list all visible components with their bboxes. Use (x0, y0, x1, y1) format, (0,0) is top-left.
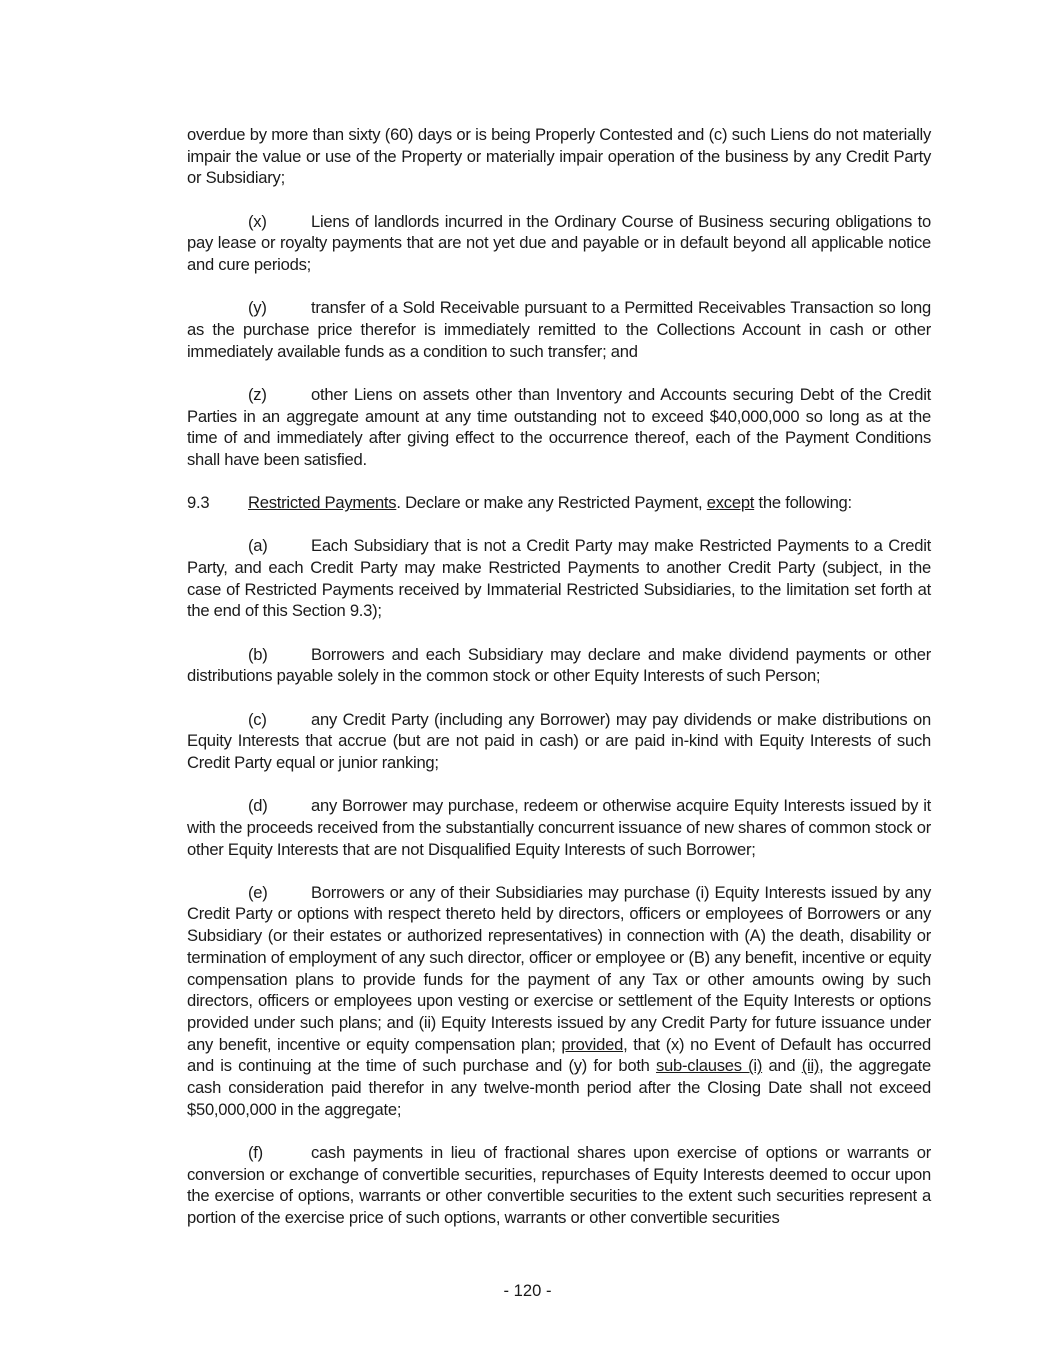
clause-label: (c) (248, 709, 267, 729)
clause-text: transfer of a Sold Receivable pursuant to a Permitted Receivables Transaction so long as the purchase price therefor is immediately remitted to the Collections Account in cash or other immediately available funds as a condition to such transfer; and (187, 298, 931, 361)
section-text-end: the following: (754, 493, 852, 513)
clause-text-and: and (762, 1056, 802, 1076)
clause-text: Borrowers or any of their Subsidiaries may purchase (i) Equity Interests issued by any Credit Party or options with respect thereto held by directors, officers or employees of Borrowers or any Subsidiary (or their estates or authorized representatives) in connection with (A) the death, disability or termination of employment of any such director, officer or employee or (B) any benefit, incentive or equity compensation plans to provide funds for the payment of any Tax or other amounts owing by such directors, officers or employees upon vesting or exercise or settlement of the Equity Interests or options provided under such plans; and (ii) Equity Interests issued by any Credit Party for future issuance under any benefit, incentive or equity compensation plan; (187, 882, 931, 1054)
clause-x (187, 211, 931, 276)
clause-label: (z) (248, 384, 267, 404)
section-9-3-heading (187, 492, 931, 514)
clause-label: (y) (248, 298, 267, 318)
clause-text: any Borrower may purchase, redeem or otherwise acquire Equity Interests issued by it with the proceeds received from the substantially concurrent issuance of new shares of common stock or other Equity Interests that are not Disqualified Equity Interests of such Borrower; (187, 796, 931, 859)
clause-text: Each Subsidiary that is not a Credit Party may make Restricted Payments to a Credit Party, and each Credit Party may make Restricted Payments to another Credit Party (subject, in the case of Restricted Payments received by Immaterial Restricted Subsidiaries, to the limitation set forth at the end of this Section 9.3); (187, 536, 931, 621)
subclauses-ii-ref: (ii) (801, 1056, 820, 1076)
clause-text: cash payments in lieu of fractional shares upon exercise of options or warrants or conversion or exchange of convertible securities, repurchases of Equity Interests deemed to occur upon the exercise of options, warrants or other convertible securities to the extent such securities represent a portion of the exercise price of such options, warrants or other convertible securities (187, 1143, 931, 1228)
section-title: Restricted Payments (248, 493, 397, 513)
page-body (187, 124, 931, 1250)
page-number: - 120 - (503, 1281, 552, 1300)
clause-f (187, 1142, 931, 1229)
clause-e (187, 882, 931, 1121)
section-number: 9.3 (187, 493, 210, 513)
clause-label: (f) (248, 1143, 263, 1163)
clause-label: (d) (248, 796, 268, 816)
clause-label: (x) (248, 211, 267, 231)
clause-a (187, 535, 931, 622)
continuation-paragraph: overdue by more than sixty (60) days or is being Properly Contested and (c) such Liens do not materially impair the value or use of the Property or materially impair operation of the business by any Credit Party or Subsidiary; (187, 125, 931, 188)
clause-y (187, 297, 931, 362)
clause-c (187, 709, 931, 774)
clause-label: (b) (248, 644, 268, 664)
except-term: except (706, 493, 755, 513)
clause-text: Borrowers and each Subsidiary may declare and make dividend payments or other distributions payable solely in the common stock or other Equity Interests of such Person; (187, 644, 931, 686)
section-text: . Declare or make any Restricted Payment, (396, 493, 707, 513)
clause-text: Liens of landlords incurred in the Ordinary Course of Business securing obligations to pay lease or royalty payments that are not yet due and payable or in default beyond all applicable notice and cure periods; (187, 211, 931, 275)
clause-text: any Credit Party (including any Borrower) may pay dividends or make distributions on Equity Interests that accrue (but are not paid in cash) or are paid in-kind with Equity Interests of such Credit Party equal or junior ranking; (187, 709, 931, 772)
clause-text-2: , that (x) no Event of Default has occurred and is continuing at the time of such purchase and (y) for both (187, 1034, 932, 1076)
clause-text-3: , the aggregate cash consideration paid therefor in any twelve-month period after the Closing Date shall not exceed $50,000,000 in the aggregate; (187, 1056, 931, 1119)
provided-term: provided (561, 1034, 624, 1054)
clause-label: (a) (248, 536, 268, 556)
clause-text: other Liens on assets other than Inventory and Accounts securing Debt of the Credit Parties in an aggregate amount at any time outstanding not to exceed $40,000,000 so long as at the time of and immediately after giving effect to the occurrence thereof, each of the Payment Conditions shall have been satisfied. (187, 384, 931, 469)
clause-d (187, 795, 931, 860)
clause-label: (e) (248, 882, 268, 902)
subclauses-i-ref: sub-clauses (i) (656, 1056, 763, 1076)
clause-b (187, 644, 931, 687)
clause-z (187, 384, 931, 471)
